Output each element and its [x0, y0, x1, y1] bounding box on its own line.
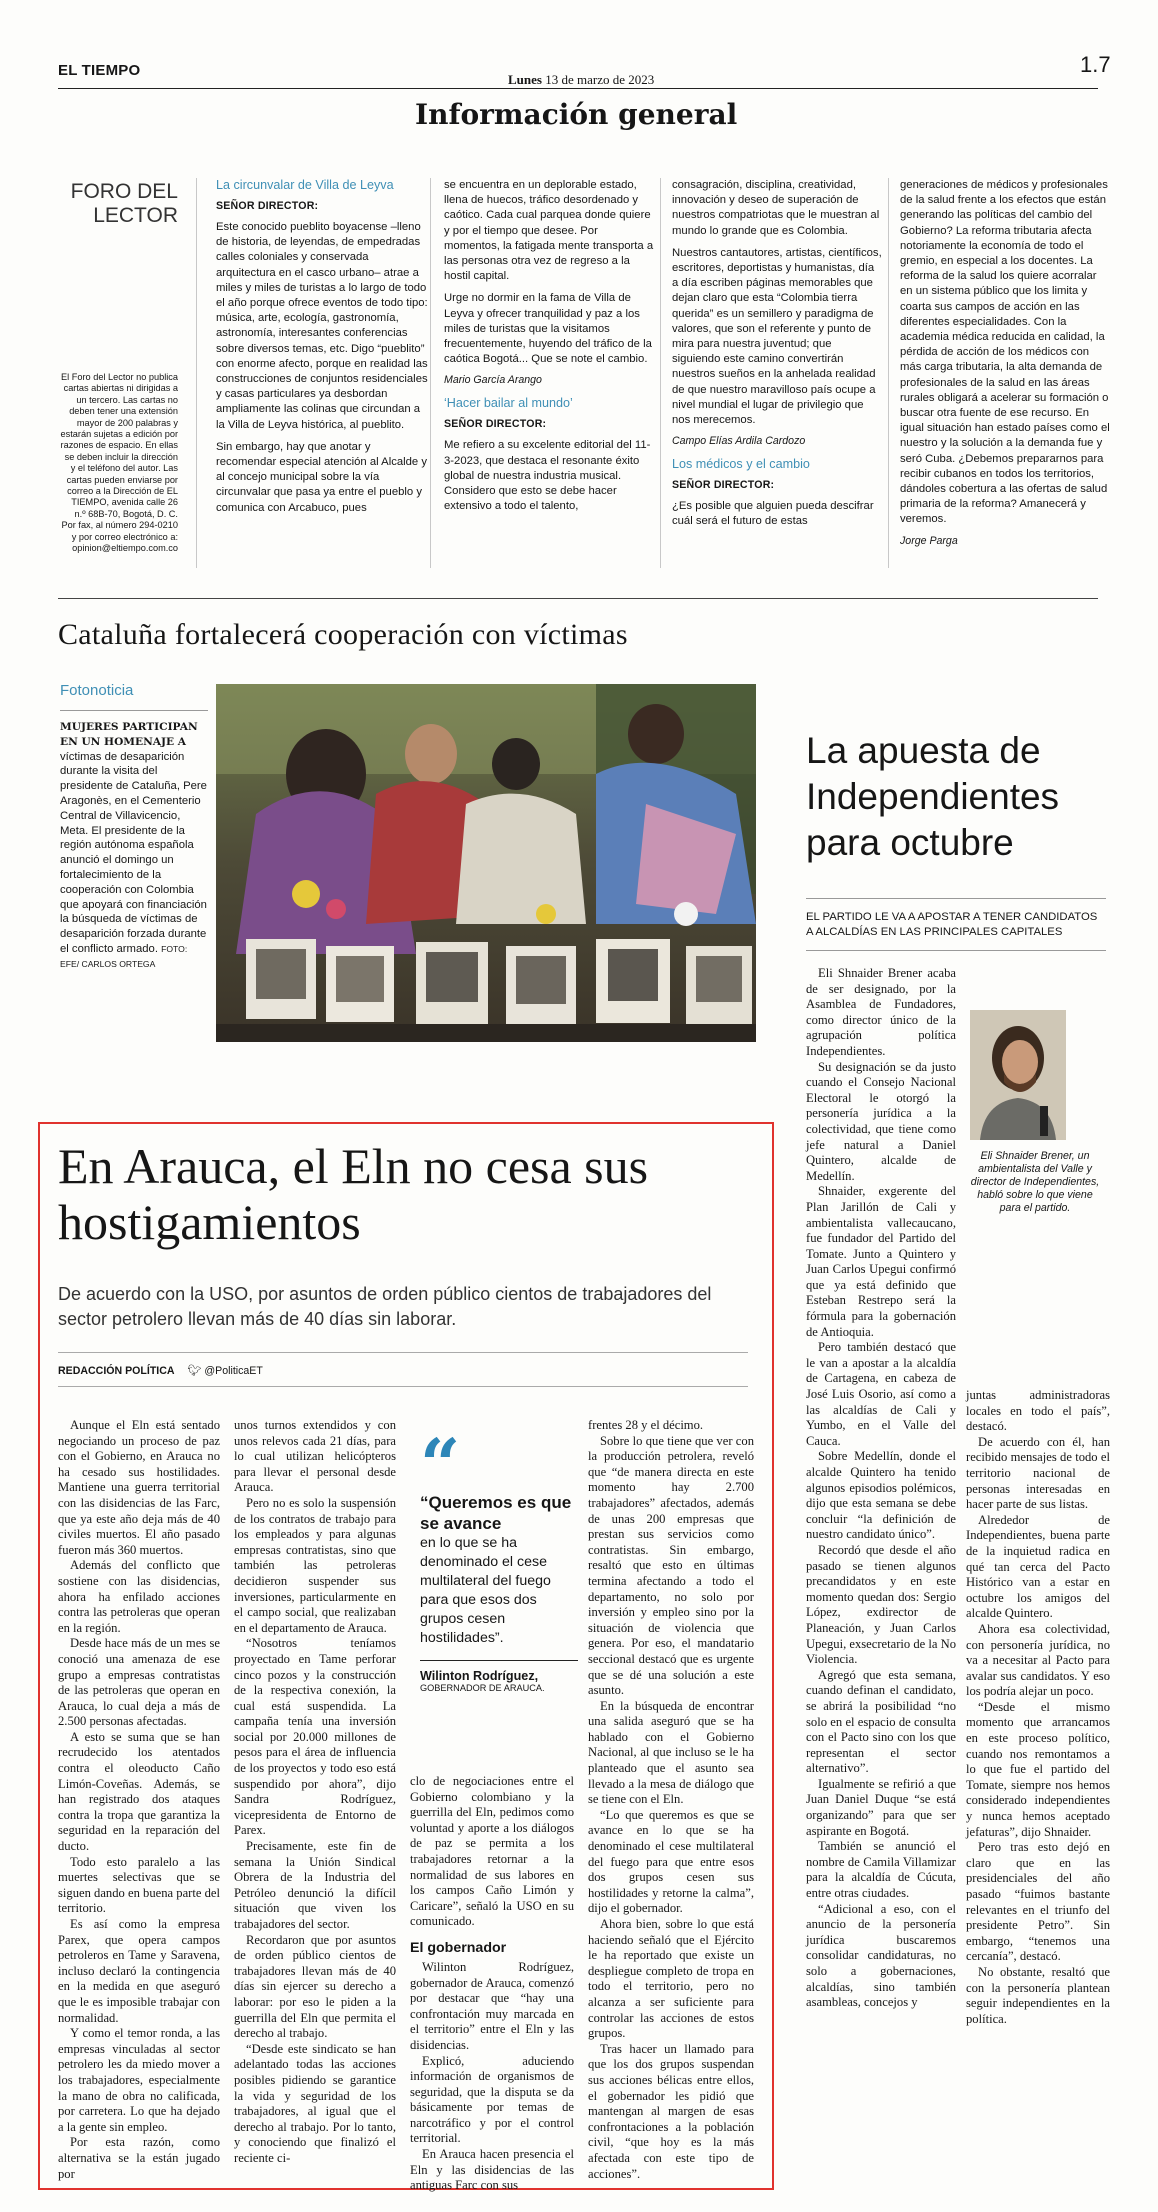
- article-paragraph: Recordó que desde el año pasado se tienen algunos precandidatos y en este momento quedan dos: Sergio López, exdirector de Planeación, y Juan Carlos Upegui, exsecretario de la No Violencia.: [806, 1542, 957, 1667]
- letters-col-1: [216, 178, 431, 523]
- letter-salutation: SEÑOR DIRECTOR:: [672, 479, 775, 492]
- article-paragraph: Ahora bien, sobre lo que está haciendo señaló que el Ejército le ha reportado que existe un despliegue completo de tropa en todo el territorio, pero no alcanza a ser suficiente para controlar las acciones de estos grupos.: [588, 1917, 754, 2041]
- arauca-deck: De acuerdo con la USO, por asuntos de orden público cientos de trabajadores del sector petrolero llevan más de 40 días sin laborar.: [58, 1284, 712, 1329]
- article-paragraph: Por esta razón, como alternativa se la están jugado por: [58, 2135, 220, 2181]
- article-paragraph: En Arauca hacen presencia el Eln y las disidencias de las antiguas Farc con sus: [410, 2147, 574, 2193]
- quote-rule: [420, 1660, 578, 1661]
- foro-note: El Foro del Lector no publica cartas abiertas ni dirigidas a un tercero. Las cartas no deben tener una extensión mayor de 200 palabras y estarán sujetas a edición por razones de espacio. En ellas se deben incluir la dirección y el teléfono del autor. Las cartas pueden enviarse por correo a la Dirección de EL TIEMPO, avenida calle 26 n.º 68B-70, Bogotá, D. C. Por fax, al número 294-0210 y por correo electrónico a: opinion@eltiempo.com.co: [60, 372, 178, 554]
- article-paragraph: En la búsqueda de encontrar una salida aseguró que se ha hablado con el Gobierno Nacional, al que incluso se le ha planteado que el asunto sea llevado a la mesa de diálogo que se tiene con el Eln.: [588, 1698, 754, 1807]
- article-paragraph: Es así como la empresa Parex, que opera campos petroleros en Tame y Saravena, incluso declaró la contingencia en la medida en que aseguró que le es imposible trabajar con normalidad.: [58, 1917, 220, 2025]
- letter-paragraph: generaciones de médicos y profesionales de la salud frente a los efectos que están generando las políticas del cambio del Gobierno? La reforma tributaria afecta notoriamente la economía de todo el gremio, en especial a los docentes. La reforma de la salud los quiere acorralar en un sistema público que los limita y coarta sus campos de acción en las diferentes especialidades. Con la academia médica reducida en calidad, la pérdida de acción de los médicos con más carga tributaria, la alta demanda de profesionales de la salud en las áreas rurales obligará a acelerar su formación o buscar otra fuente de ese recurso. En igual situación han estado países como el nuestro y la solución a la demanda fue y seró Cuba. ¿Debemos prepararnos para recibir cubanos en todos los territorios, dándoles cobertura a las ofertas de salud primaria de la reforma? Amanecerá y veremos.: [900, 179, 1110, 526]
- quote-mark-icon: “: [420, 1423, 461, 1506]
- letter-paragraph: Sin embargo, hay que anotar y recomendar especial atención al Alcalde y al concejo municipal sobre la vía circunvalar que pasa ya entre el pueblo y comunica con Arcabuco, pues: [216, 440, 428, 514]
- article-paragraph: Sobre lo que tiene que ver con la producción petrolera, reveló que “de manera directa en este momento hay 2.700 trabajadores” afectados, además de unas 200 empresas que prestan sus servicios como contratistas. Sin embargo, resaltó que esto en últimas termina afectando a todo el departamento, no solo por inversión y empleo sino por la situación de violencia que genera. Por eso, el mandatario seccional destacó que es urgente que se dé una solución a este asunto.: [588, 1433, 754, 1698]
- letters-col-3: [672, 178, 882, 537]
- article-paragraph: Sobre Medellín, donde el alcalde Quintero ha tenido algunos episodios polémicos, dijo que esta semana se debe concluir “la definición de nuestro candidato único”.: [806, 1449, 956, 1542]
- twitter-handle-text: @PoliticaET: [204, 1365, 263, 1377]
- article-paragraph: Recordaron que por asuntos de orden público cientos de trabajadores llevan más de 40 días sin ejercer su derecho a laborar: por eso le piden a la guerrilla del Eln que permita el derecho al trabajo.: [234, 1932, 396, 2041]
- caption-lead: MUJERES PARTICIPAN EN UN HOMENAJE A: [60, 721, 198, 748]
- article-paragraph: Y como el temor ronda, a las empresas vinculadas al sector petrolero les da miedo mover a los trabajadores, especialmente la mano de obra no calificada, por carretera. Lo que ha dejado a la gente sin empleo.: [58, 2026, 220, 2134]
- foro-title-line1: FORO DEL: [70, 180, 178, 203]
- column-divider: [660, 178, 661, 568]
- letter-title-hacer-bailar: ‘Hacer bailar al mundo’: [444, 396, 573, 411]
- photo-caption: [60, 720, 208, 972]
- letters-col-2: [444, 178, 654, 521]
- page-number: 1.7: [1080, 52, 1111, 77]
- article-paragraph: “Lo que queremos es que se avance en lo que se ha denominado el cese multilateral del fuego para que entre esos dos grupos cesen sus hostilidades y retorne la calma”, dijo el gobernador.: [588, 1807, 754, 1916]
- letter-signature: Mario García Arango: [444, 374, 542, 387]
- article-paragraph: A esto se suma que se han recrudecido los atentados contra el oleoducto Caño Limón-Coveñas. Además, se han registrado dos ataques contra la tropa que garantiza la seguridad en la reparación del ducto.: [58, 1729, 220, 1854]
- letters-col-4: [900, 178, 1110, 557]
- pull-quote: [420, 1423, 578, 1693]
- letter-paragraph: consagración, disciplina, creatividad, innovación y deseo de superación de nuestros compatriotas que le muestran al mundo lo grande que es Colombia.: [672, 179, 880, 237]
- byline-rule: [58, 1352, 748, 1353]
- deck-rule: [806, 898, 1106, 899]
- cemetery-photo-illustration: [216, 684, 756, 1042]
- cataluna-headline: Cataluña fortalecerá cooperación con víctimas: [58, 618, 628, 651]
- letter-paragraph: Me refiero a su excelente editorial del 11-3-2023, que destaca el resonante éxito global de nuestra industria musical. Considero que esto se debe hacer extensivo a todo el talento,: [444, 439, 651, 513]
- quote-body: en lo que se ha denominado el cese multilateral del fuego para que esos dos grupos cesen hostilidades”.: [420, 1535, 551, 1646]
- article-paragraph: Su designación se da justo cuando el Consejo Nacional Electoral le otorgó la personería jurídica a la colectividad, que tiene como jefe natural a Daniel Quintero, alcalde de Medellín.: [806, 1059, 956, 1183]
- issue-date: [508, 72, 654, 88]
- subheading-gobernador: El gobernador: [410, 1939, 507, 1956]
- independientes-deck: EL PARTIDO LE VA A APOSTAR A TENER CANDIDATOS A ALCALDÍAS EN LAS PRINCIPALES CAPITALES: [806, 911, 1098, 938]
- letter-salutation: SEÑOR DIRECTOR:: [444, 418, 547, 431]
- article-paragraph: juntas administradoras locales en todo el país”, destacó.: [966, 1388, 1110, 1434]
- article-paragraph: Además del conflicto que sostiene con las disidencias, ahora ha enfilado acciones contra las petroleras que operan en la región.: [58, 1558, 220, 1635]
- byline-author: REDACCIÓN POLÍTICA: [58, 1365, 175, 1377]
- arauca-col-3: [410, 1774, 574, 2194]
- foro-title-line2: LECTOR: [93, 204, 178, 227]
- article-paragraph: Aunque el Eln está sentado negociando un proceso de paz con el Gobierno, en Arauca no ha cesado sus hostilidades. Mantiene una guerra territorial con las disidencias de las Farc, que ya este año deja más de 40 civiles muertos. El año pasado fueron más 360 muertos.: [58, 1418, 220, 1557]
- issue-date-rest: 13 de marzo de 2023: [545, 72, 655, 87]
- article-paragraph: Pero no es solo la suspensión de los contratos de trabajo para los empleados y para algunas empresas contratistas, sino que también las petroleras decidieron suspender sus inversiones, particularmente en el campo social, que realizaban en el departamento de Arauca.: [234, 1495, 396, 1635]
- letter-signature: Campo Elías Ardila Cardozo: [672, 435, 806, 448]
- cemetery-photo: [216, 684, 756, 1042]
- article-paragraph: unos turnos extendidos y con unos relevos cada 21 días, para lo cual utilizan helicópteros para llevar el personal desde Arauca.: [234, 1418, 396, 1495]
- article-paragraph: “Adicional a eso, con el anuncio de la personería jurídica buscaremos consolidar candidaturas, no solo a gobernaciones, alcaldías, sino también asambleas, concejos y: [806, 1901, 956, 2010]
- photo-credit: FOTO: EFE/ CARLOS ORTEGA: [60, 943, 188, 969]
- deck-rule-bottom: [806, 950, 1106, 951]
- shnaider-portrait-illustration: [970, 1010, 1066, 1140]
- issue-date-day: Lunes: [508, 72, 542, 87]
- kicker-rule: [60, 710, 208, 711]
- letter-title-medicos: Los médicos y el cambio: [672, 457, 810, 472]
- article-paragraph: frentes 28 y el décimo.: [588, 1418, 704, 1432]
- section-title: Información general: [415, 98, 738, 131]
- column-divider: [430, 178, 431, 568]
- article-paragraph: Shnaider, exgerente del Plan Jarillón de Cali y ambientalista vallecaucano, fue fundador del Partido del Tomate. Junto a Quintero y Juan Carlos Upegui confirmó que ya está definido que Esteban Restrepo será la fórmula para la gobernación de Antioquia.: [806, 1184, 956, 1339]
- article-paragraph: Igualmente se refirió a que Juan Daniel Duque “se está organizando” para que ser aspirante en Bogotá.: [806, 1776, 956, 1838]
- section-divider: [58, 598, 1098, 599]
- foro-title: [58, 180, 178, 228]
- fotonoticia-kicker: Fotonoticia: [60, 682, 134, 699]
- arauca-col-4: [588, 1418, 754, 2182]
- independientes-col-1: [806, 966, 956, 2011]
- article-paragraph: Pero tras esto dejó en claro que en las presidenciales del año pasado “fuimos bastante relevantes en el triunfo del presidente Petro”. Sin embargo, “tenemos una cercanía”, destacó.: [966, 1840, 1110, 1964]
- arauca-col-1: [58, 1418, 220, 2182]
- letter-paragraph: Este conocido pueblito boyacense –lleno de historia, de leyendas, de empedradas calles coloniales y conservada arquitectura en el casco urbano– atrae a miles y miles de turistas a lo largo de todo el año porque ofrece eventos de todo tipo: música, arte, ecología, gastronomía, astronomía, interesantes conferencias sobre diversos temas, etc. Digo “pueblito” con enorme afecto, porque en realidad las construcciones de conjuntos residenciales y casas particulares ya desbordan ampliamente las colinas que circundan a la Villa de Leyva histórica, al pueblito.: [216, 221, 428, 431]
- letter-title-villa-de-leyva: La circunvalar de Villa de Leyva: [216, 178, 394, 192]
- brand-logo: EL TIEMPO: [58, 62, 141, 79]
- portrait-caption: Eli Shnaider Brener, un ambientalista del Valle y director de Independientes, habló sobre lo que viene para el partido.: [970, 1150, 1100, 1214]
- article-paragraph: “Desde este sindicato se han adelantado todas las acciones posibles pidiendo se garantice la vida y seguridad de los trabajadores, al igual que el derecho al trabajo. Por lo tanto, y conociendo que finalizó el reciente ci-: [234, 2041, 396, 2165]
- article-paragraph: “Nosotros teníamos proyectado en Tame perforar cinco pozos y la construcción de la respectiva conexión, la cual está suspendida. La campaña tenía una inversión social por 20.000 millones de pesos para el área de influencia de los proyectos y todo eso está suspendido por ahora”, dijo Sandra Rodríguez, vicepresidenta de Entorno de Parex.: [234, 1636, 396, 1838]
- article-paragraph: Alrededor de Independientes, buena parte de la inquietud radica en qué tan cerca del Pacto Histórico van a estar en octubre los amigos del alcalde Quintero.: [966, 1512, 1110, 1621]
- letter-signature: Jorge Parga: [900, 534, 958, 547]
- independientes-headline: La apuesta de Independientes para octubre: [806, 730, 1060, 863]
- shnaider-portrait: [970, 1010, 1066, 1140]
- twitter-icon: 🐦︎: [187, 1365, 202, 1377]
- article-paragraph: Todo esto paralelo a las muertes selectivas que se siguen dando en buena parte del territorio.: [58, 1854, 220, 1916]
- quote-role: GOBERNADOR DE ARAUCA.: [420, 1683, 545, 1693]
- article-paragraph: Wilinton Rodríguez, gobernador de Arauca, comenzó por destacar que “hay una confrontación muy marcada en el territorio” entre el Eln y las disidencias.: [410, 1959, 574, 2052]
- article-paragraph: También se anunció el nombre de Camila Villamizar para la alcaldía de Cúcuta, entre otras ciudades.: [806, 1839, 956, 1901]
- column-divider: [888, 178, 889, 568]
- arauca-col-2: [234, 1418, 396, 2167]
- arauca-byline: [58, 1364, 263, 1377]
- article-paragraph: Pero también destacó que le van a apostar a la alcaldía de Cartagena, en cabeza de José Luis Osorio, así como a las alcaldías de Cali y Yumbo, en el Valle del Cauca.: [806, 1340, 956, 1448]
- letter-paragraph: Urge no dormir en la fama de Villa de Leyva y ofrecer tranquilidad y paz a los miles de turistas que la visitamos frecuentemente, huyendo del tráfico de la caótica Bogotá... Que se note el cambio.: [444, 292, 652, 366]
- independientes-col-2: [966, 1388, 1110, 2027]
- article-paragraph: Desde hace más de un mes se conoció una amenaza de ese grupo a empresas contratistas de las petroleras que operan en Arauca, lo cual deja a más de 2.500 personas afectadas.: [58, 1636, 220, 1729]
- caption-text: víctimas de desaparición durante la visita del presidente de Cataluña, Pere Aragonès, en el Cementerio Central de Villavicencio, Meta. El presidente de la región autónoma española anunció el domingo un fortalecimiento de la cooperación con Colombia que apoyará con financiación la búsqueda de víctimas de desaparición forzada durante el conflicto armado.: [60, 750, 207, 955]
- article-paragraph: Tras hacer un llamado para que los dos grupos suspendan sus acciones bélicas entre ellos, el gobernador les pidió que mantengan al margen de esas confrontaciones a la población civil, “que hoy es la más afectada con este tipo de acciones”.: [588, 2041, 754, 2181]
- article-paragraph: Eli Shnaider Brener acaba de ser designado, por la Asamblea de Fundadores, como director único de la agrupación política Independientes.: [806, 966, 956, 1058]
- letter-salutation: SEÑOR DIRECTOR:: [216, 200, 319, 212]
- foro-divider: [196, 178, 197, 568]
- article-paragraph: No obstante, resaltó que con la personería plantean seguir independientes en la política.: [966, 1964, 1110, 2026]
- letter-paragraph: Nuestros cantautores, artistas, científicos, escritores, deportistas y humanistas, día a día escriben páginas memorables que dejan claro que esta “Colombia tierra querida” es un semillero y paradigma de valores, que son el referente y punto de mira para nuestra juventud; que siguiendo este camino convertirán nuestros sueños en la anhelada realidad de que nuestro maravilloso país ocupe a nivel mundial el lugar de privilegio que nos merecemos.: [672, 246, 882, 427]
- article-paragraph: clo de negociaciones entre el Gobierno colombiano y la guerrilla del Eln, pedimos como voluntad y aporte a los diálogos de paz se permita a los trabajadores retornar a la normalidad de sus labores en los campos Caño Limón y Caricare”, señaló la USO en su comunicado.: [410, 1774, 574, 1929]
- article-paragraph: Ahora esa colectividad, con personería jurídica, no va a necesitar al Pacto para avalar sus candidatos. Y eso los podría alejar un poco.: [966, 1621, 1110, 1699]
- article-paragraph: De acuerdo con él, han recibido mensajes de todo el territorio nacional de personas interesadas en hacer parte de sus listas.: [966, 1434, 1110, 1512]
- twitter-handle[interactable]: [187, 1365, 262, 1377]
- quote-author: Wilinton Rodríguez,: [420, 1669, 539, 1683]
- article-paragraph: Agregó que esta semana, cuando definan el candidato, se abrirá la posibilidad “no solo en el espacio de consulta con el Pacto sino con los que representan el sector alternativo”.: [806, 1667, 956, 1776]
- article-paragraph: Precisamente, este fin de semana la Unión Sindical Obrera de la Industria del Petróleo denunció la difícil situación que viven los trabajadores del sector.: [234, 1839, 396, 1931]
- arauca-headline: En Arauca, el Eln no cesa sus hostigamientos: [58, 1138, 649, 1250]
- article-paragraph: “Desde el mismo momento que arrancamos en este proceso político, cuando nos remontamos a lo que fue el partido del Tomate, siempre nos hemos considerado independientes y nunca hemos aceptado jefaturas”, dijo Shnaider.: [966, 1699, 1110, 1839]
- byline-rule-bottom: [58, 1386, 748, 1387]
- article-paragraph: Explicó, aduciendo información de organismos de seguridad, que la disputa se da básicamente por temas de narcotráfico y por el control territorial.: [410, 2053, 574, 2146]
- header-rule: [58, 88, 1098, 89]
- letter-paragraph: se encuentra en un deplorable estado, llena de huecos, tráfico desordenado y caótico. Cada cual parquea donde quiere y por el tiempo que desee. Por momentos, la fatigada mente transporta a las personas otra vez de regreso a la hostil capital.: [444, 179, 654, 283]
- quote-lead: “Queremos es que se avance: [420, 1493, 572, 1533]
- letter-paragraph: ¿Es posible que alguien pueda descifrar cuál será el futuro de estas: [672, 500, 874, 528]
